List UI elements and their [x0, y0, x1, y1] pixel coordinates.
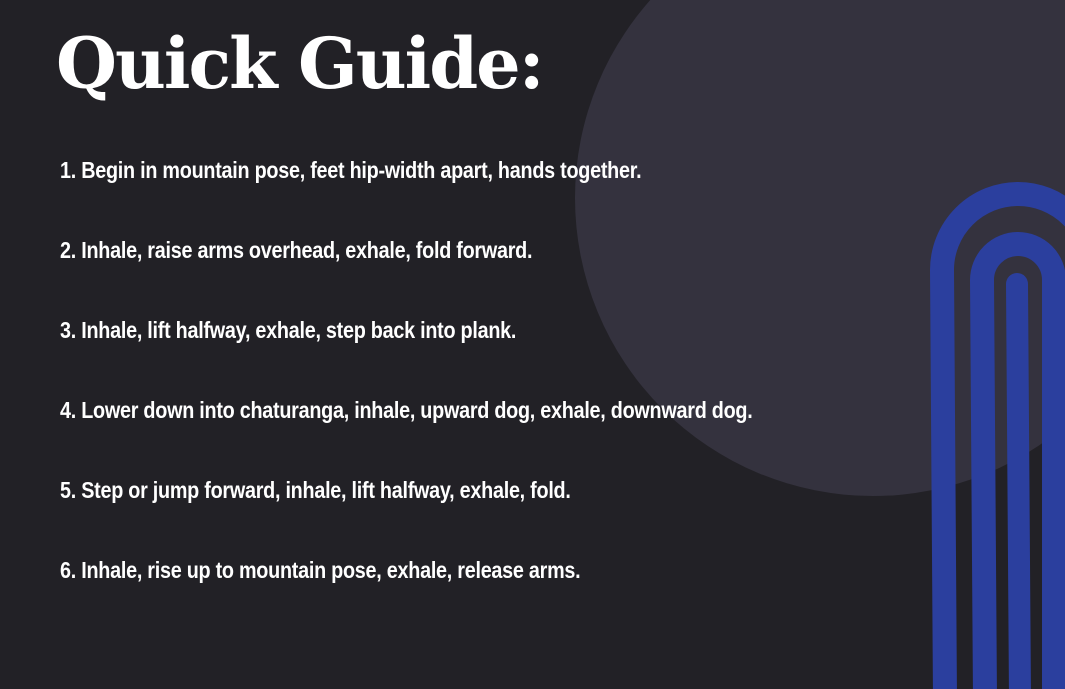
step-item: 5. Step or jump forward, inhale, lift halfway, exhale, fold. — [60, 477, 571, 503]
step-item: 2. Inhale, raise arms overhead, exhale, fold forward. — [60, 237, 533, 263]
inner-bar — [1017, 284, 1020, 689]
page-title: Quick Guide: — [56, 22, 543, 105]
step-item: 4. Lower down into chaturanga, inhale, upward dog, exhale, downward dog. — [60, 397, 753, 423]
step-item: 6. Inhale, rise up to mountain pose, exhale, release arms. — [60, 557, 581, 583]
steps-list — [60, 150, 865, 630]
step-item: 1. Begin in mountain pose, feet hip-width apart, hands together. — [60, 157, 642, 183]
step-item: 3. Inhale, lift halfway, exhale, step back into plank. — [60, 317, 517, 343]
